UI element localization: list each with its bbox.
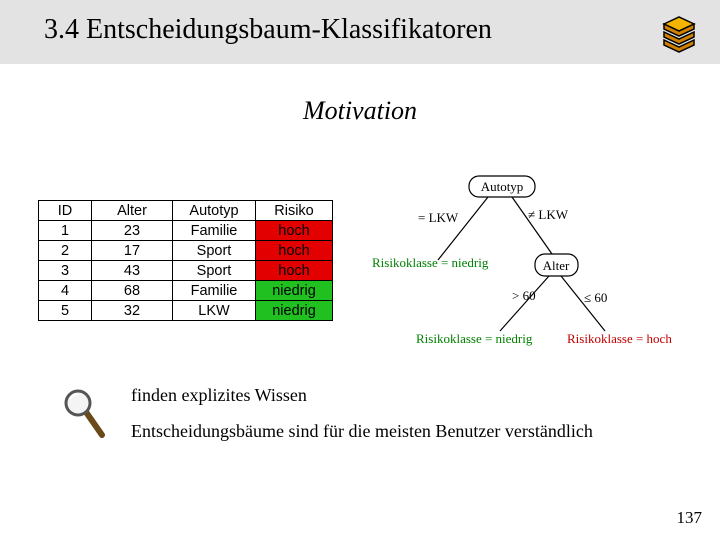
cell-autotyp: Sport	[173, 241, 256, 261]
header-alter: Alter	[92, 201, 173, 221]
cell-autotyp: Sport	[173, 261, 256, 281]
slide-title: 3.4 Entscheidungsbaum-Klassifikatoren	[44, 14, 492, 45]
cell-risiko: hoch	[256, 221, 333, 241]
cell-id: 5	[39, 301, 92, 321]
tree-edge-not-lkw-label: ≠ LKW	[528, 207, 568, 222]
tree-leaf-hoch: Risikoklasse = hoch	[567, 331, 672, 346]
cell-alter: 68	[92, 281, 173, 301]
header-autotyp: Autotyp	[173, 201, 256, 221]
cell-id: 3	[39, 261, 92, 281]
cell-alter: 17	[92, 241, 173, 261]
tree-edge-not-lkw	[512, 197, 552, 254]
tree-node-autotyp-label: Autotyp	[480, 179, 524, 194]
cell-alter: 32	[92, 301, 173, 321]
cell-autotyp: Familie	[173, 281, 256, 301]
cell-risiko: hoch	[256, 241, 333, 261]
cell-id: 4	[39, 281, 92, 301]
cell-alter: 43	[92, 261, 173, 281]
cell-autotyp: Familie	[173, 221, 256, 241]
cell-id: 2	[39, 241, 92, 261]
bullet-text-2: Entscheidungsbäume sind für die meisten Benutzer verständlich	[131, 421, 593, 441]
cell-risiko: niedrig	[256, 301, 333, 321]
header-id: ID	[39, 201, 92, 221]
slide-subtitle: Motivation	[302, 96, 418, 125]
tree-leaf-niedrig-1: Risikoklasse = niedrig	[372, 255, 489, 270]
tree-edge-gt60	[500, 276, 549, 331]
bullet-text-1: finden explizites Wissen	[131, 385, 307, 405]
tree-node-alter-label: Alter	[542, 258, 570, 273]
tree-edge-le60-label: ≤ 60	[584, 290, 608, 305]
tree-edge-gt60-label: > 60	[512, 288, 536, 303]
magnifier-icon	[60, 388, 110, 440]
tree-leaf-niedrig-2: Risikoklasse = niedrig	[416, 331, 533, 346]
page-number: 137	[676, 508, 702, 527]
tree-edge-lkw	[438, 197, 488, 260]
cell-id: 1	[39, 221, 92, 241]
cell-risiko: niedrig	[256, 281, 333, 301]
cell-risiko: hoch	[256, 261, 333, 281]
cell-alter: 23	[92, 221, 173, 241]
header-risiko: Risiko	[256, 201, 333, 221]
tree-edge-lkw-label: = LKW	[418, 210, 459, 225]
cell-autotyp: LKW	[173, 301, 256, 321]
